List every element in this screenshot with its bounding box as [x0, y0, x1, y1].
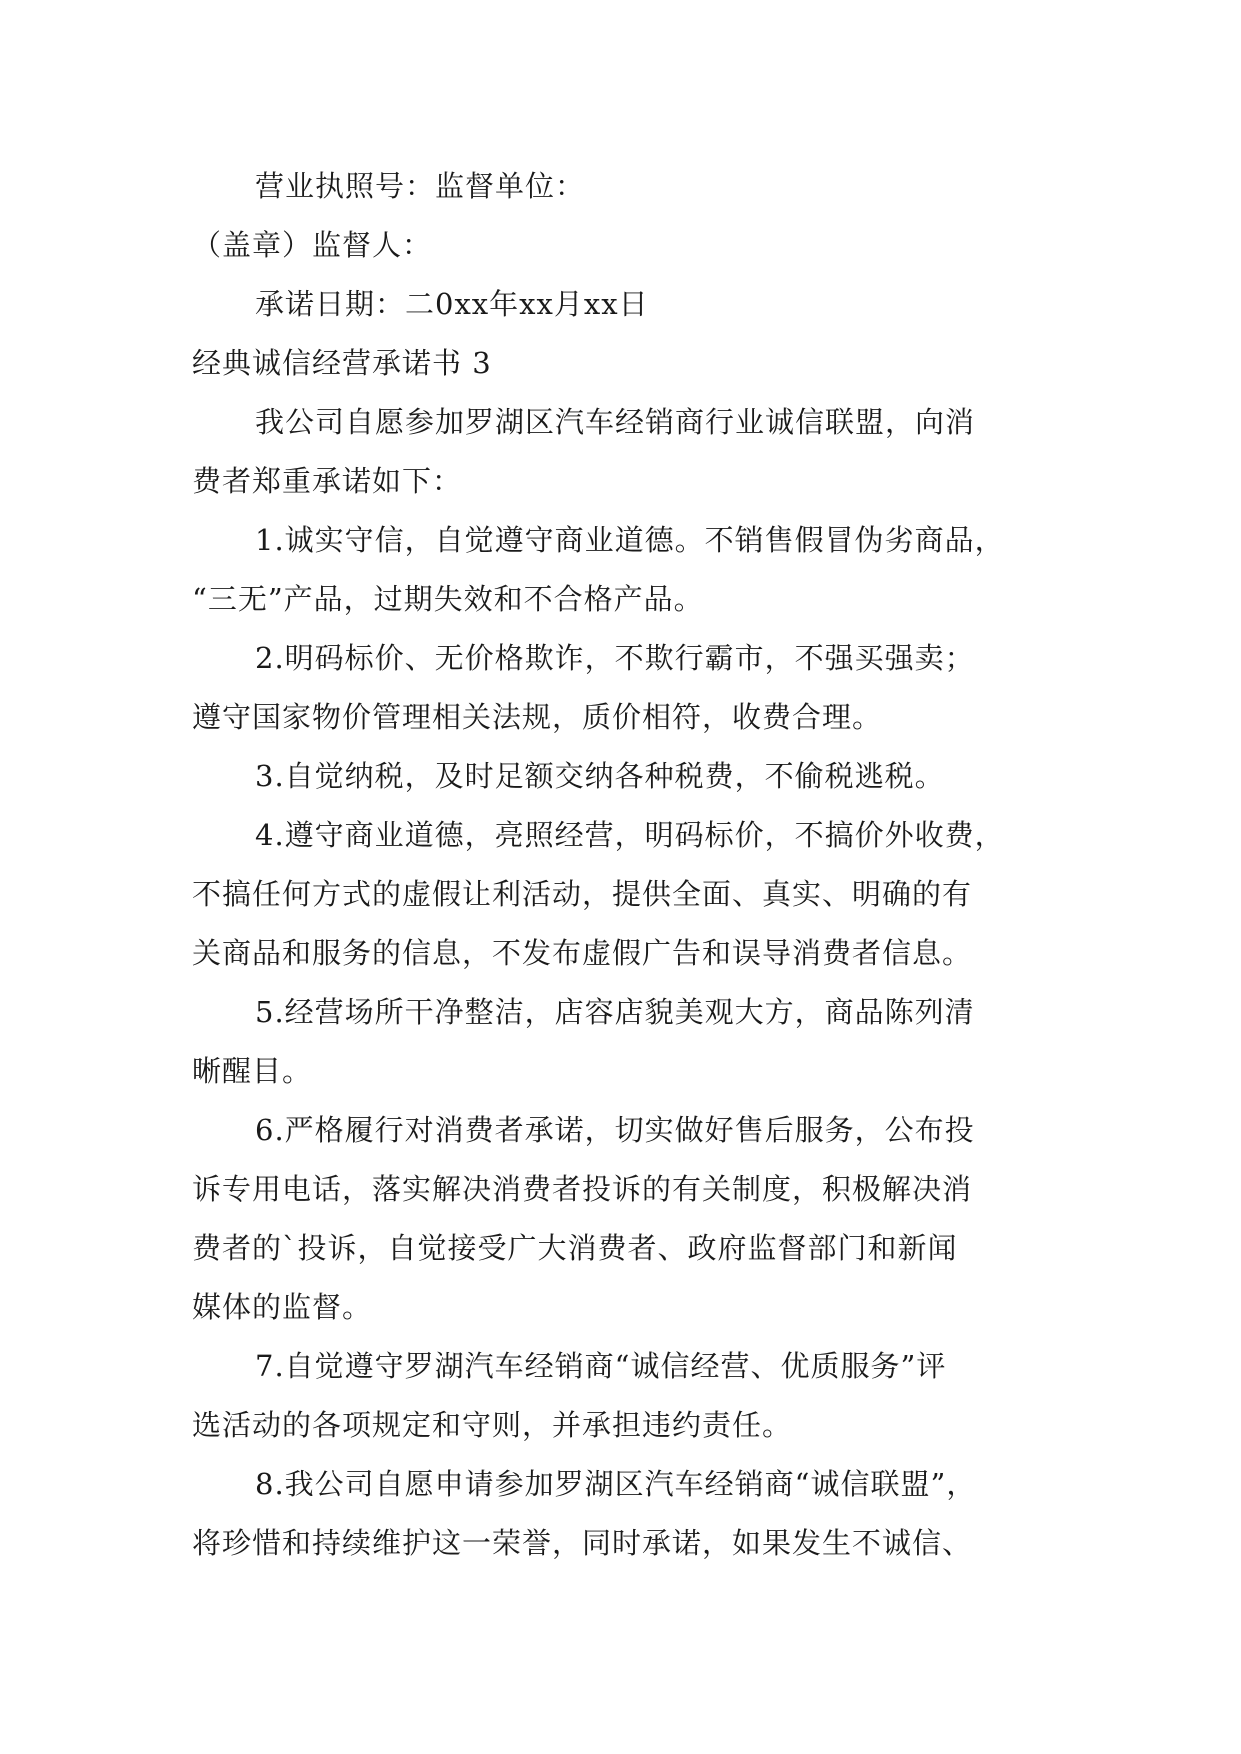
paragraph-line: 4.遵守商业道德，亮照经营，明码标价，不搞价外收费， [255, 818, 1005, 852]
paragraph-line: 3.自觉纳税，及时足额交纳各种税费，不偷税逃税。 [255, 759, 945, 793]
promise-date-line: 承诺日期：二0xx年xx月xx日 [255, 287, 649, 321]
paragraph-line: 1.诚实守信，自觉遵守商业道德。不销售假冒伪劣商品， [255, 523, 1005, 557]
paragraph-line: 媒体的监督。 [192, 1290, 373, 1324]
paragraph-line: 5.经营场所干净整洁，店容店貌美观大方，商品陈列清 [255, 995, 975, 1029]
paragraph-line: 选活动的各项规定和守则，并承担违约责任。 [192, 1408, 793, 1442]
paragraph-line: 遵守国家物价管理相关法规，质价相符，收费合理。 [192, 700, 883, 734]
business-license-supervisor-line: 营业执照号：监督单位： [255, 169, 586, 203]
paragraph-line: 费者郑重承诺如下： [192, 464, 463, 498]
paragraph-line: 将珍惜和持续维护这一荣誉，同时承诺，如果发生不诚信、 [192, 1526, 973, 1560]
seal-supervisor-line: （盖章）监督人： [192, 228, 433, 262]
paragraph-line: “三无”产品，过期失效和不合格产品。 [192, 582, 704, 616]
paragraph-line: 关商品和服务的信息，不发布虚假广告和误导消费者信息。 [192, 936, 973, 970]
paragraph-line: 不搞任何方式的虚假让利活动，提供全面、真实、明确的有 [192, 877, 973, 911]
paragraph-line: 晰醒目。 [192, 1054, 313, 1088]
paragraph-line: 7.自觉遵守罗湖汽车经销商“诚信经营、优质服务”评 [255, 1349, 947, 1383]
paragraph-line: 8.我公司自愿申请参加罗湖区汽车经销商“诚信联盟”， [255, 1467, 977, 1501]
paragraph-line: 2.明码标价、无价格欺诈，不欺行霸市，不强买强卖； [255, 641, 975, 675]
paragraph-line: 诉专用电话，落实解决消费者投诉的有关制度，积极解决消 [192, 1172, 973, 1206]
paragraph-line: 6.严格履行对消费者承诺，切实做好售后服务，公布投 [255, 1113, 975, 1147]
paragraph-line: 我公司自愿参加罗湖区汽车经销商行业诚信联盟，向消 [255, 405, 976, 439]
document-title: 经典诚信经营承诺书 3 [192, 346, 492, 380]
paragraph-line: 费者的`投诉，自觉接受广大消费者、政府监督部门和新闻 [192, 1231, 958, 1265]
